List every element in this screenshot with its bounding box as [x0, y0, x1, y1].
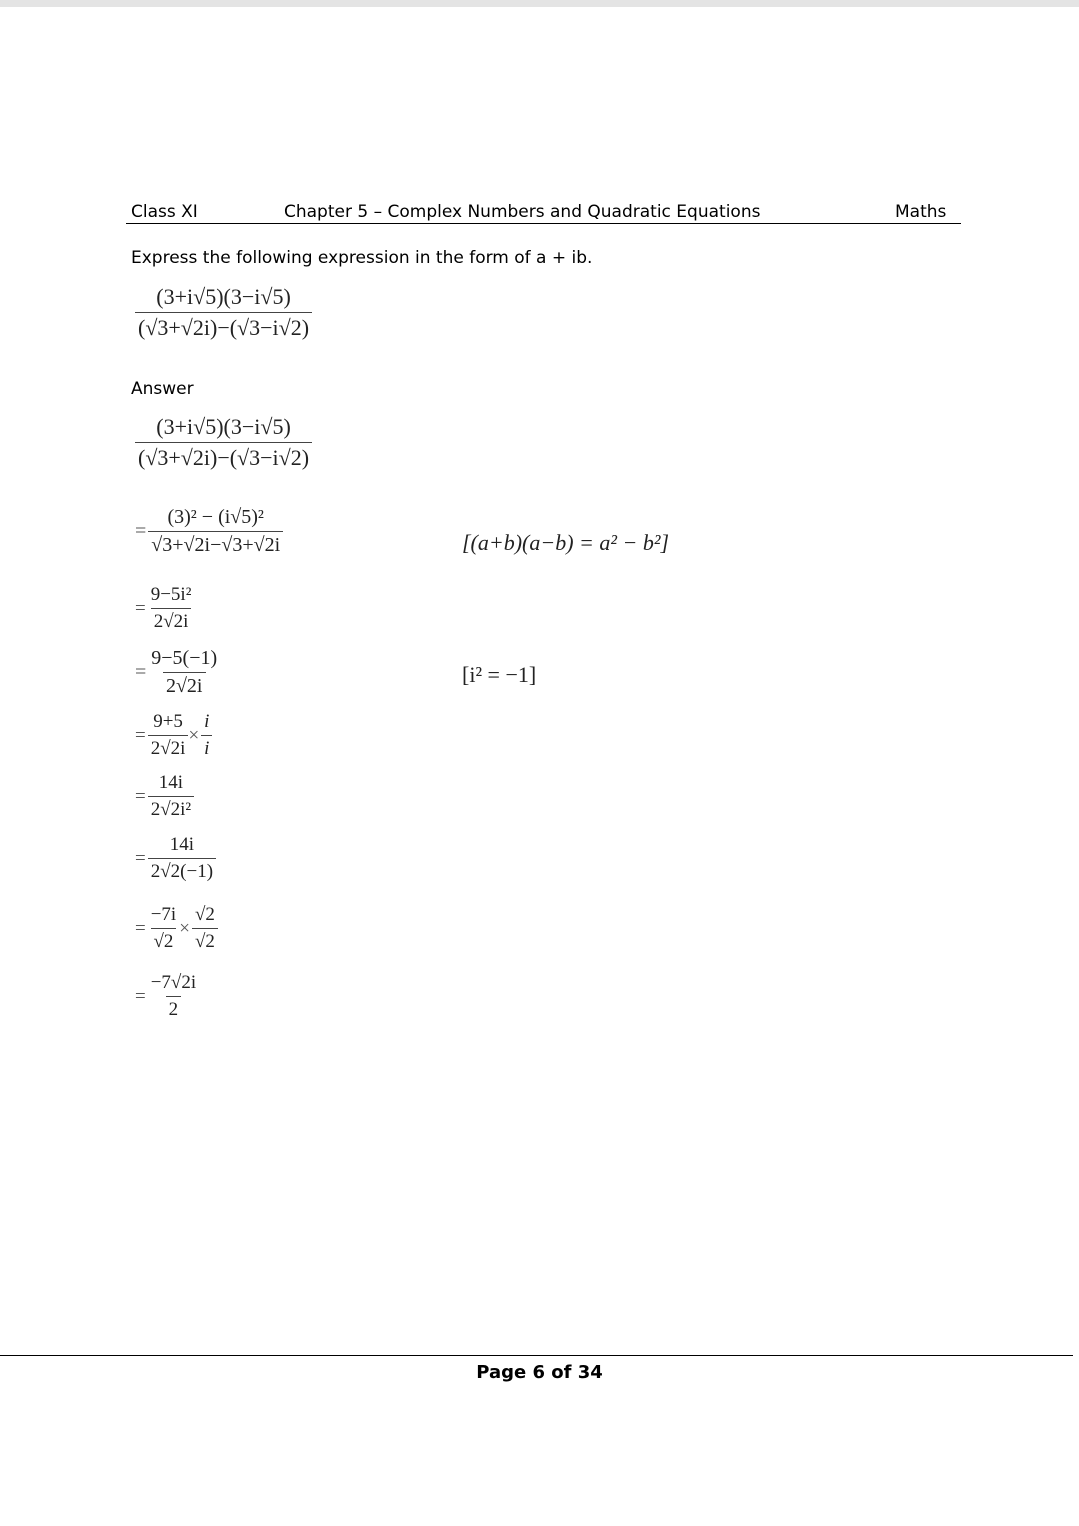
multiplier-denominator: i — [201, 735, 212, 760]
step-denominator: √2 — [151, 928, 177, 953]
times-sign: × — [179, 917, 190, 939]
step-numerator: −7√2i — [150, 972, 197, 993]
step-numerator: (3+i√5)(3−i√5) — [156, 414, 291, 439]
step-denominator: 2√2i² — [148, 796, 194, 821]
step-denominator: 2√2i — [163, 672, 206, 698]
question-expression — [135, 284, 312, 341]
step-denominator: 2√2i — [148, 735, 189, 760]
step-numerator: (3)² − (i√5)² — [167, 506, 264, 528]
page-number: Page 6 of 34 — [476, 1362, 603, 1383]
equals-sign: = — [135, 520, 147, 542]
step-6 — [135, 834, 216, 883]
step-4 — [135, 711, 212, 760]
step-numerator: 14i — [158, 772, 184, 793]
question-denominator: (√3+√2i)−(√3−i√2) — [135, 312, 312, 341]
equals-sign: = — [135, 597, 146, 619]
question-numerator: (3+i√5)(3−i√5) — [156, 284, 291, 309]
step-3 — [135, 647, 220, 698]
equals-sign: = — [135, 785, 146, 807]
step-denominator: 2 — [166, 996, 182, 1021]
equals-sign: = — [135, 661, 147, 683]
equals-sign: = — [135, 724, 146, 746]
equals-sign: = — [135, 847, 146, 869]
page-header — [126, 202, 961, 224]
equals-sign: = — [135, 985, 146, 1007]
step-2 — [135, 584, 194, 633]
step-numerator: 9−5(−1) — [151, 647, 218, 669]
question-prompt: Express the following expression in the form of a + ib. — [131, 248, 593, 268]
viewer-top-bar — [0, 0, 1079, 7]
multiplier-numerator: i — [204, 711, 210, 732]
equals-sign: = — [135, 917, 146, 939]
multiplier-denominator: √2 — [192, 928, 218, 953]
step-denominator: 2√2(−1) — [148, 858, 216, 883]
step-denominator: √3+√2i−√3+√2i — [148, 531, 283, 557]
answer-label: Answer — [131, 379, 194, 399]
step-8-final-answer — [135, 972, 199, 1021]
header-subject: Maths — [895, 202, 947, 222]
multiplier-numerator: √2 — [194, 904, 215, 925]
step-numerator: 9−5i² — [150, 584, 192, 605]
header-class: Class XI — [131, 202, 198, 222]
footer-divider — [0, 1355, 1073, 1356]
step-5 — [135, 772, 194, 821]
step-0 — [135, 414, 312, 471]
step-denominator: (√3+√2i)−(√3−i√2) — [135, 442, 312, 471]
times-sign: × — [188, 724, 200, 746]
step-1 — [135, 506, 283, 557]
header-chapter: Chapter 5 – Complex Numbers and Quadratic Equations — [284, 202, 761, 222]
step-numerator: −7i — [150, 904, 177, 925]
step-numerator: 9+5 — [153, 711, 183, 732]
step-denominator: 2√2i — [151, 608, 192, 633]
note-i-squared: [i² = −1] — [462, 662, 537, 687]
step-7 — [135, 904, 218, 953]
step-numerator: 14i — [169, 834, 195, 855]
note-identity: [(a+b)(a−b) = a² − b²] — [462, 530, 670, 555]
